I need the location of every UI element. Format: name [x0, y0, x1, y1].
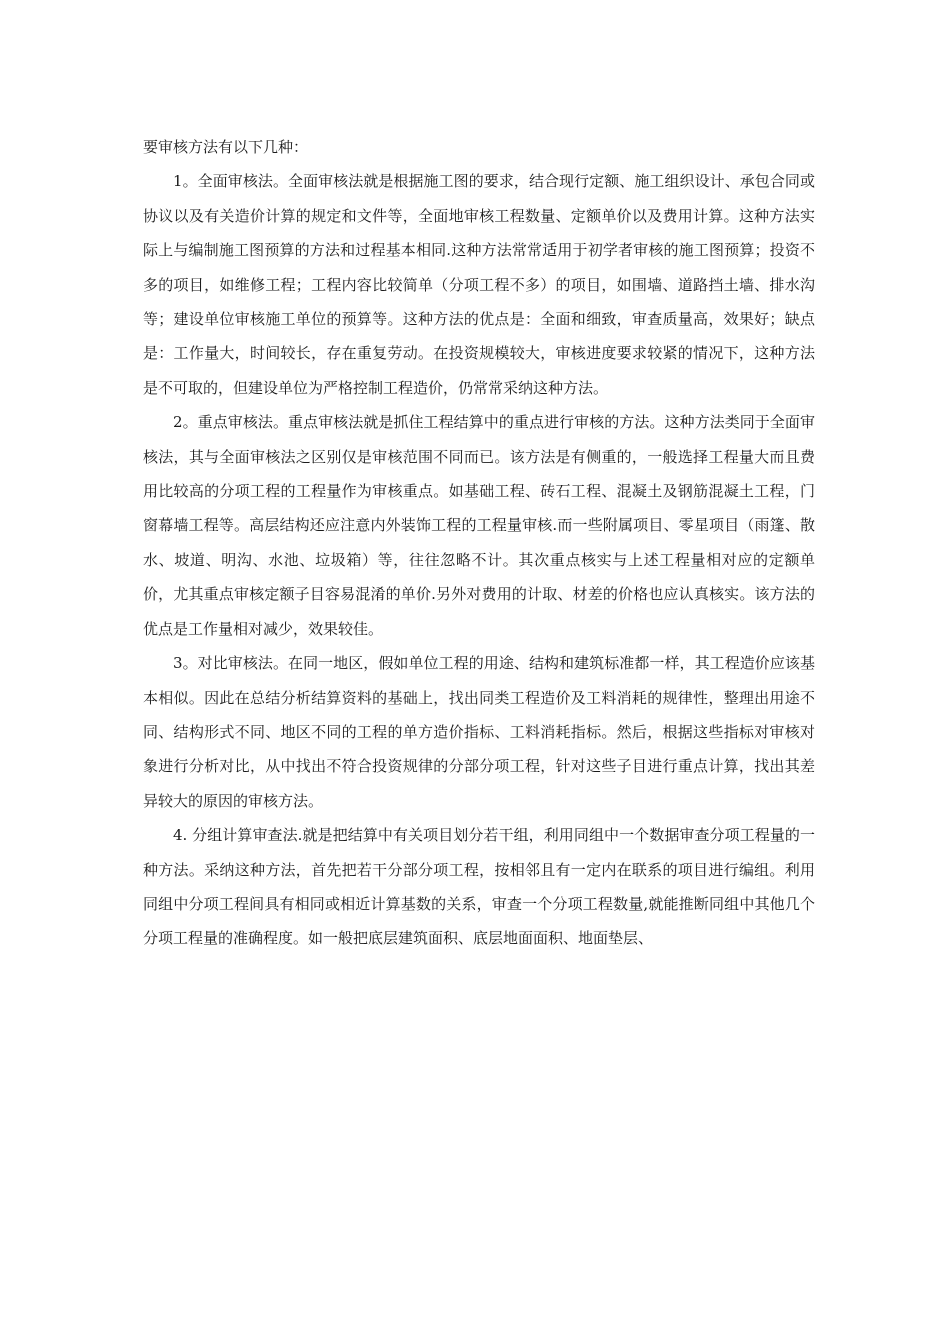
paragraph-group-calculation-method: 4. 分组计算审查法.就是把结算中有关项目划分若干组，利用同组中一个数据审查分项工程量的一种方法。采纳这种方法，首先把若干分部分项工程，按相邻且有一定内在联系的项目进行编组。利用同组中分项工程间具有相同或相近计算基数的关系，审查一个分项工程数量,就能推断同组中其他几个分项工程量的准确程度。如一般把底层建筑面积、底层地面面积、地面垫层、 [143, 826, 815, 948]
paragraph-key-review-method: 2。重点审核法。重点审核法就是抓住工程结算中的重点进行审核的方法。这种方法类同于全面审核法，其与全面审核法之区别仅是审核范围不同而已。该方法是有侧重的，一般选择工程量大而且费用比较高的分项工程的工程量作为审核重点。如基础工程、砖石工程、混凝土及钢筋混凝土工程，门窗幕墙工程等。高层结构还应注意内外装饰工程的工程量审核.而一些附属项目、零星项目（雨篷、散水、坡道、明沟、水池、垃圾箱）等，往往忽略不计。其次重点核实与上述工程量相对应的定额单价，尤其重点审核定额子目容易混淆的单价.另外对费用的计取、材差的价格也应认真核实。该方法的优点是工作量相对减少，效果较佳。 [143, 413, 815, 638]
paragraph-full-review-method: 1。全面审核法。全面审核法就是根据施工图的要求，结合现行定额、施工组织设计、承包合同或协议以及有关造价计算的规定和文件等，全面地审核工程数量、定额单价以及费用计算。这种方法实际上与编制施工图预算的方法和过程基本相同.这种方法常常适用于初学者审核的施工图预算；投资不多的项目，如维修工程；工程内容比较简单（分项工程不多）的项目，如围墙、道路挡土墙、排水沟等；建设单位审核施工单位的预算等。这种方法的优点是：全面和细致，审查质量高，效果好；缺点是：工作量大，时间较长，存在重复劳动。在投资规模较大，审核进度要求较紧的情况下，这种方法是不可取的，但建设单位为严格控制工程造价，仍常常采纳这种方法。 [143, 172, 815, 397]
intro-paragraph: 要审核方法有以下几种： [143, 138, 309, 156]
document-page [143, 130, 815, 956]
paragraph-comparison-review-method: 3。对比审核法。在同一地区，假如单位工程的用途、结构和建筑标准都一样，其工程造价应该基本相似。因此在总结分析结算资料的基础上，找出同类工程造价及工料消耗的规律性，整理出用途不同、结构形式不同、地区不同的工程的单方造价指标、工料消耗指标。然后，根据这些指标对审核对象进行分析对比，从中找出不符合投资规律的分部分项工程，针对这些子目进行重点计算，找出其差异较大的原因的审核方法。 [143, 654, 815, 810]
